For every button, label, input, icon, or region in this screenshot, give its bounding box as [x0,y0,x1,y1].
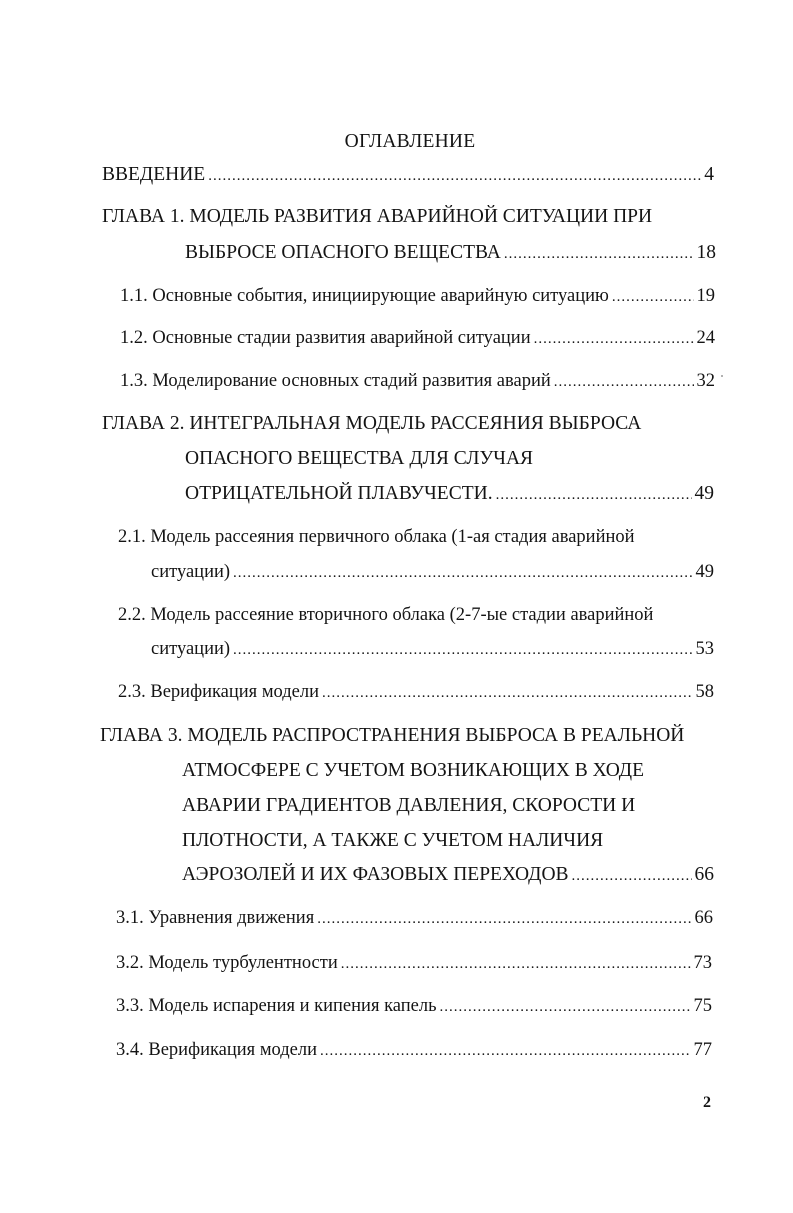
leader-dots [233,561,692,585]
toc-entry-1-3 [120,369,715,394]
chapter3-heading-line5: АЭРОЗОЛЕЙ И ИХ ФАЗОВЫХ ПЕРЕХОДОВ [182,864,569,885]
leader-dots [440,995,691,1019]
toc-entry-2-1 [151,560,714,585]
section-label: 3.4. Верификация модели [116,1040,317,1060]
leader-dots [322,681,693,705]
leader-dots [496,483,692,507]
chapter2-heading-line2: ОПАСНОГО ВЕЩЕСТВА ДЛЯ СЛУЧАЯ [185,448,534,469]
toc-entry-2-3 [118,680,714,705]
section-label: 3.3. Модель испарения и кипения капель [116,996,437,1016]
page-number: 2 [703,1094,711,1111]
chapter3-heading-line1: ГЛАВА 3. МОДЕЛЬ РАСПРОСТРАНЕНИЯ ВЫБРОСА В РЕАЛЬНОЙ [100,725,685,746]
toc-entry-1-2 [120,326,715,351]
leader-dots [612,285,694,309]
chapter2-heading-line1: ГЛАВА 2. ИНТЕГРАЛЬНАЯ МОДЕЛЬ РАССЕЯНИЯ ВЫБРОСА [102,413,642,434]
toc-entry-2-2 [151,637,714,662]
leader-dots [572,864,692,888]
section-label: 1.2. Основные стадии развития аварийной ситуации [120,328,531,348]
toc-entry-intro [102,163,714,188]
section-label: ситуации) [151,639,231,659]
toc-entry-page: 49 [694,483,714,504]
section-page: 32 [696,371,715,391]
section-page: 66 [694,908,713,928]
toc-entry-page: 18 [696,242,716,263]
leader-dots [534,327,694,351]
section-page: 24 [696,328,715,348]
toc-entry-page: 4 [704,164,714,185]
section-2-1-line1: 2.1. Модель рассеяния первичного облака (1-ая стадия аварийной [118,527,635,547]
section-label: 3.2. Модель турбулентности [116,953,338,973]
scan-speck [721,375,723,377]
chapter2-heading-line3: ОТРИЦАТЕЛЬНОЙ ПЛАВУЧЕСТИ. [185,483,493,504]
chapter3-heading-line2: АТМОСФЕРЕ С УЧЕТОМ ВОЗНИКАЮЩИХ В ХОДЕ [182,760,645,781]
toc-title: ОГЛАВЛЕНИЕ [344,131,476,152]
leader-dots [504,242,694,266]
section-label: 1.3. Моделирование основных стадий развития аварий [120,371,551,391]
section-label: 2.3. Верификация модели [118,682,319,702]
chapter3-heading-line4: ПЛОТНОСТИ, А ТАКЖЕ С УЧЕТОМ НАЛИЧИЯ [182,830,604,851]
section-page: 53 [695,639,714,659]
toc-entry-3-4 [116,1038,712,1063]
section-page: 75 [693,996,712,1016]
section-page: 58 [695,682,714,702]
leader-dots [233,638,692,662]
section-page: 19 [696,286,715,306]
section-page: 73 [693,953,712,973]
leader-dots [320,1039,691,1063]
section-page: 49 [695,562,714,582]
toc-entry-page: 66 [694,864,714,885]
section-label: 3.1. Уравнения движения [116,908,315,928]
section-label: ситуации) [151,562,231,582]
leader-dots [317,907,691,931]
section-label: 1.1. Основные события, инициирующие аварийную ситуацию [120,286,609,306]
chapter1-heading-line1: ГЛАВА 1. МОДЕЛЬ РАЗВИТИЯ АВАРИЙНОЙ СИТУАЦИИ ПРИ [102,206,653,227]
section-2-2-line1: 2.2. Модель рассеяние вторичного облака (2-7-ые стадии аварийной [118,605,654,625]
toc-entry-3-2 [116,951,712,976]
toc-entry-chapter3 [182,863,714,888]
toc-entry-chapter1 [185,241,716,266]
section-page: 77 [693,1040,712,1060]
toc-entry-3-3 [116,994,712,1019]
leader-dots [554,370,694,394]
chapter1-heading-line2: ВЫБРОСЕ ОПАСНОГО ВЕЩЕСТВА [185,242,501,263]
leader-dots [208,164,701,188]
toc-entry-chapter2 [185,482,714,507]
toc-entry-1-1 [120,284,715,309]
leader-dots [341,952,691,976]
toc-entry-label: ВВЕДЕНИЕ [102,164,206,185]
toc-entry-3-1 [116,906,713,931]
chapter3-heading-line3: АВАРИИ ГРАДИЕНТОВ ДАВЛЕНИЯ, СКОРОСТИ И [182,795,636,816]
